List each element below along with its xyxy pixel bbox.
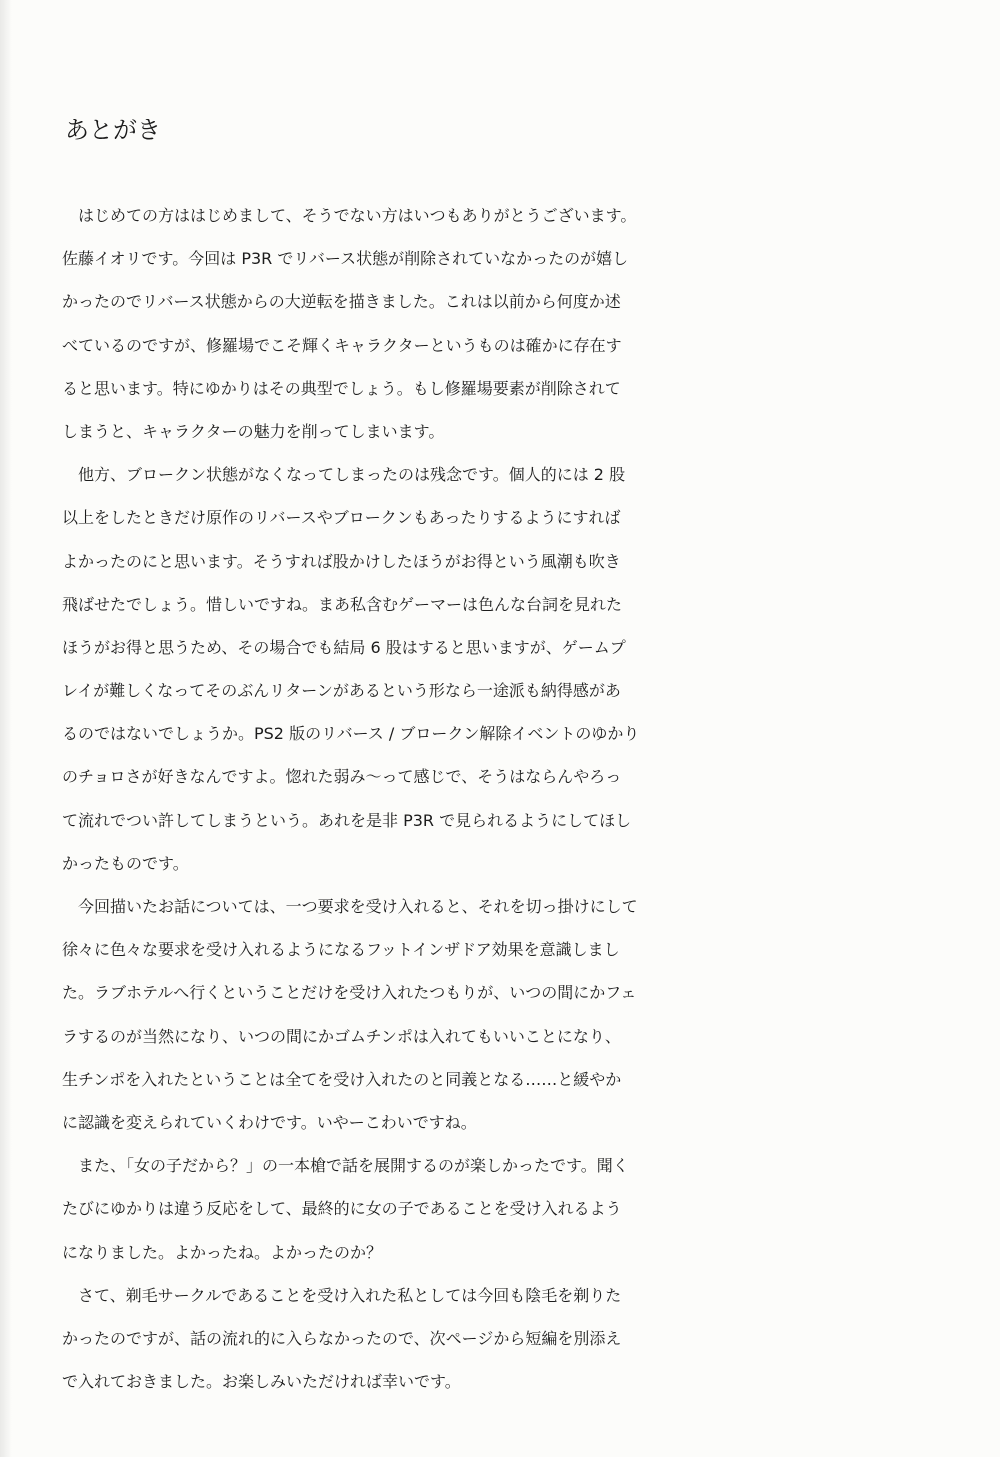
text-line: 以上をしたときだけ原作のリバースやブロークンもあったりするようにすれば	[62, 508, 621, 528]
text-line: になりました。よかったね。よかったのか？	[62, 1242, 383, 1262]
text-line: 佐藤イオリです。今回は P3R でリバース状態が削除されていなかったのが嬉し	[62, 249, 629, 269]
text-line: 飛ばせたでしょう。惜しいですね。まあ私含むゲーマーは色んな台詞を見れた	[62, 594, 623, 614]
text-line: よかったのにと思います。そうすれば股かけしたほうがお得という風潮も吹き	[62, 551, 621, 571]
text-line: に認識を変えられていくわけです。いやーこわいですね。	[62, 1112, 477, 1132]
text-line: さて、剃毛サークルであることを受け入れた私としては今回も陰毛を剃りた	[62, 1285, 622, 1305]
text-line: で入れておきました。お楽しみいただければ幸いです。	[62, 1372, 461, 1392]
text-line: たびにゆかりは違う反応をして、最終的に女の子であることを受け入れるよう	[62, 1199, 622, 1219]
text-line: べているのですが、修羅場でこそ輝くキャラクターというものは確かに存在す	[62, 335, 622, 355]
text-line: しまうと、キャラクターの魅力を削ってしまいます。	[62, 421, 445, 441]
text-line: て流れでつい許してしまうという。あれを是非 P3R で見られるようにしてほし	[62, 810, 632, 830]
text-line: た。ラブホテルへ行くということだけを受け入れたつもりが、いつの間にかフェ	[62, 983, 637, 1003]
text-line: かったのですが、話の流れ的に入らなかったので、次ページから短編を別添え	[62, 1328, 622, 1348]
text-line: ラするのが当然になり、いつの間にかゴムチンポは入れてもいいことになり、	[62, 1026, 621, 1046]
text-line: ると思います。特にゆかりはその典型でしょう。もし修羅場要素が削除されて	[62, 378, 621, 398]
text-line: 生チンポを入れたということは全てを受け入れたのと同義となる……と緩やか	[62, 1069, 622, 1089]
text-line: のチョロさが好きなんですよ。惚れた弱み～って感じで、そうはならんやろっ	[62, 767, 622, 787]
text-line: かったものです。	[62, 853, 189, 873]
text-line: また、「女の子だから？」の一本槍で話を展開するのが楽しかったです。聞く	[62, 1156, 629, 1176]
text-line: 今回描いたお話については、一つ要求を受け入れると、それを切っ掛けにして	[62, 897, 638, 916]
text-line: かったのでリバース状態からの大逆転を描きました。これは以前から何度か述	[62, 292, 621, 312]
text-line: るのではないでしょうか。PS2 版のリバース / ブロークン解除イベントのゆかり	[62, 724, 640, 744]
text-line: レイが難しくなってそのぶんリターンがあるという形なら一途派も納得感があ	[62, 681, 621, 701]
afterword-body	[62, 194, 942, 1403]
text-line: 徐々に色々な要求を受け入れるようになるフットインザドア効果を意識しまし	[62, 940, 620, 960]
text-line: ほうがお得と思うため、その場合でも結局 6 股はすると思いますが、ゲームプ	[62, 637, 626, 657]
text-line: 他方、ブロークン状態がなくなってしまったのは残念です。個人的には 2 股	[62, 465, 626, 485]
text-line: はじめての方ははじめまして、そうでない方はいつもありがとうございます。	[62, 206, 637, 225]
page-title: あとがき	[65, 116, 161, 144]
